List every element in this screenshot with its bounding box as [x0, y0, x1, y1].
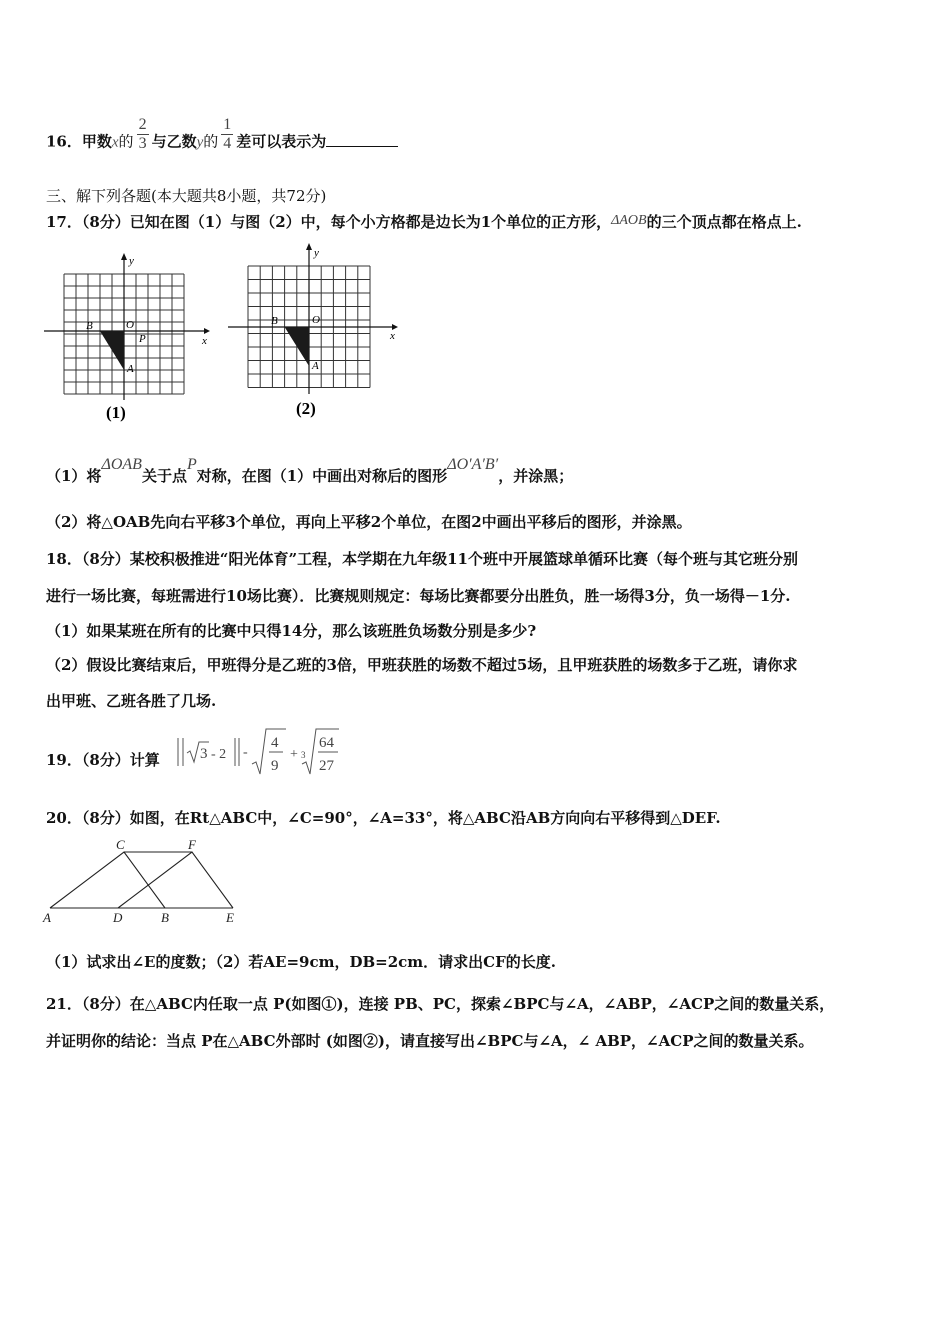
q17-fig2-label-o: O	[312, 314, 320, 326]
q17-fig1-caption: (1)	[106, 403, 126, 422]
q17-fig1-label-o: O	[126, 319, 134, 331]
q17-stem: 17．（8分）已知在图（1）与图（2）中，每个小方格都是边长为1个单位的正方形，ΔAOB的三个顶点都在格点上.	[46, 213, 802, 231]
q20-label-e: E	[226, 910, 234, 925]
q17-fig2-x-label: x	[390, 330, 395, 342]
q19-minus: -	[243, 745, 248, 760]
q19-minus-two: - 2	[211, 747, 227, 762]
q18-line-4: （2）假设比赛结束后，甲班得分是乙班的3倍，甲班获胜的场数不超过5场，且甲班获胜的场数多于乙班，请你求	[46, 656, 798, 674]
q19-frac-den: 9	[271, 758, 279, 774]
q17-fig2-caption: (2)	[296, 399, 316, 418]
q19-cbrt-num: 64	[319, 735, 334, 751]
q17-fig1-label-a: A	[127, 363, 134, 375]
q16-var-x: x	[111, 134, 119, 151]
q21-line-2: 并证明你的结论：当点 P在△ABC外部时 (如图②)，请直接写出∠BPC与∠A，∠ ABP，∠ACP之间的数量关系。	[46, 1032, 814, 1050]
q17-fig1-y-label: y	[129, 255, 134, 267]
q16-var-y: y	[196, 134, 204, 151]
q16-fraction-1-4: $\frac{1}{4}$	[223, 116, 232, 152]
q16-de1: 的	[118, 132, 134, 151]
q17-fig1-label-p: P	[139, 333, 146, 345]
q17-figure-1	[40, 250, 220, 425]
q19-plus: +	[290, 747, 298, 762]
q19-cbrt-den: 27	[319, 758, 334, 774]
q20-label-f: F	[188, 837, 196, 852]
q19-frac-num: 4	[271, 735, 279, 751]
q17-fig2-label-a: A	[312, 360, 319, 372]
q18-line-5: 出甲班、乙班各胜了几场.	[46, 692, 217, 710]
q17-triangle-oab: ΔOAB	[101, 456, 142, 473]
q17-part-2: （2）将△OAB先向右平移3个单位，再向上平移2个单位，在图2中画出平移后的图形，并涂黑。	[46, 513, 692, 531]
q17-point-p: P	[186, 456, 197, 473]
q17-fig2-y-label: y	[314, 247, 319, 259]
q16-prefix: 16．甲数	[46, 132, 112, 151]
q16-tail: 差可以表示为	[236, 132, 327, 151]
q20-stem: 20．（8分）如图，在Rt△ABC中，∠C=90°，∠A=33°，将△ABC沿AB方向向右平移得到△DEF.	[46, 809, 721, 827]
q16-fraction-2-3: $\frac{2}{3}$	[138, 116, 147, 152]
q20-parts: （1）试求出∠E的度数；（2）若AE=9cm，DB=2cm．请求出CF的长度.	[46, 953, 556, 971]
section-3-heading: 三、解下列各题(本大题共8小题，共72分)	[46, 187, 327, 205]
q16-de2: 的	[203, 132, 219, 151]
q16-answer-blank	[326, 132, 398, 147]
q20-label-a: A	[43, 910, 51, 925]
q19-prefix: 19．（8分）计算	[46, 751, 160, 769]
q16-mid: 与乙数	[151, 132, 197, 151]
q17-figure-2	[224, 240, 409, 425]
q17-fig2-label-b: B	[271, 315, 278, 327]
q21-line-1: 21．（8分）在△ABC内任取一点 P(如图①)，连接 PB、PC，探索∠BPC与∠A，∠ABP，∠ACP之间的数量关系，	[46, 995, 835, 1013]
q17-fig1-x-label: x	[202, 335, 207, 347]
q17-triangle-aob: ΔAOB	[611, 213, 647, 228]
q19-expression	[173, 726, 348, 778]
q17-part-1: （1）将ΔOAB关于点P对称，在图（1）中画出对称后的图形ΔO′A′B′，并涂黑；	[46, 456, 574, 485]
q20-label-d: D	[113, 910, 123, 925]
q18-line-1: 18．（8分）某校积极推进“阳光体育”工程，本学期在九年级11个班中开展篮球单循环比赛（每个班与其它班分别	[46, 550, 798, 568]
q18-line-3: （1）如果某班在所有的比赛中只得14分，那么该班胜负场数分别是多少?	[46, 622, 537, 640]
q19-cbrt-index: 3	[301, 750, 306, 760]
q16-line	[46, 116, 398, 161]
q20-label-b: B	[161, 910, 169, 925]
q20-figure	[40, 834, 250, 929]
q20-label-c: C	[116, 837, 125, 852]
q18-line-2: 进行一场比赛，每班需进行10场比赛）．比赛规则规定：每场比赛都要分出胜负，胜一场得3分，负一场得－1分.	[46, 587, 791, 605]
q17-fig1-label-b: B	[86, 320, 93, 332]
q17-triangle-image: ΔO′A′B′	[447, 456, 499, 473]
q19-sqrt3: 3	[200, 746, 208, 762]
